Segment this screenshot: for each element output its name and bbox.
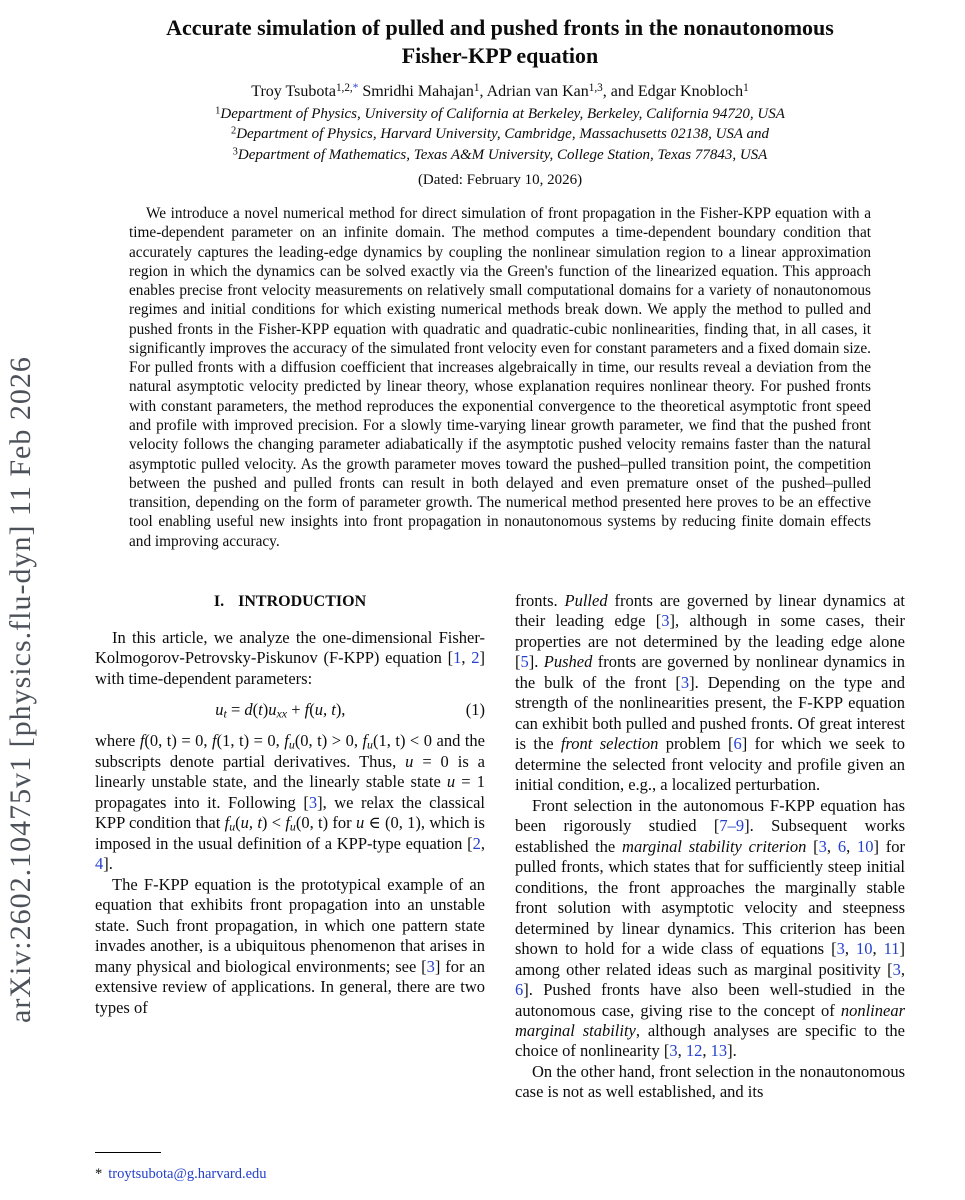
text-segment: , Adrian van Kan [479, 82, 589, 100]
footnote-area [95, 1152, 515, 1183]
text-segment: f [285, 813, 290, 833]
text-segment: ] [317, 792, 323, 812]
citation-link[interactable]: 12 [685, 1041, 703, 1061]
text-segment: ] [899, 939, 905, 959]
footnote-marker: * [95, 1166, 103, 1182]
date-line: (Dated: February 10, 2026) [417, 172, 583, 189]
citation-link[interactable]: 2 [472, 833, 481, 853]
text-segment: , [846, 836, 857, 856]
text-segment: 1,3 [588, 81, 603, 94]
right-column [515, 591, 905, 1103]
citation-link[interactable]: 7–9 [719, 816, 745, 836]
text-segment: ] [523, 980, 529, 1000]
text-segment: ) [262, 700, 269, 720]
paragraph [95, 731, 485, 874]
text-segment: , [702, 1041, 711, 1061]
text-segment: u [367, 737, 373, 752]
text-segment: Pushed [543, 652, 593, 672]
text-segment: u [288, 737, 295, 752]
text-segment: [ [713, 816, 720, 836]
text-segment: Department of Physics, University of California at Berkeley, Berkeley, California 94720, USA [220, 105, 785, 122]
text-segment: [ [467, 833, 473, 853]
text-segment: . [732, 1041, 737, 1061]
text-segment: , [826, 836, 838, 856]
text-segment: ] [103, 854, 109, 874]
citation-link[interactable]: 3 [892, 959, 901, 979]
text-segment: u [215, 700, 224, 720]
text-segment: [ [421, 956, 427, 976]
footnote-rule [95, 1152, 161, 1153]
text-segment: , [480, 833, 485, 853]
text-segment: . Subsequent works established the [515, 816, 906, 856]
text-segment: . Pushed fronts have also been well-studied in the autonomous case, giving rise to the concept of [515, 980, 905, 1020]
text-segment: . Depending on the type and strength of the nonlinearities present, the F-KPP equation can exhibit both pulled and pushed fronts. Of great interest is the [515, 672, 905, 754]
text-segment: (0, t) = 0, [144, 731, 213, 751]
affiliations [95, 104, 905, 165]
citation-link[interactable]: 3 [661, 611, 670, 631]
text-segment: ] [434, 956, 441, 976]
text-segment: [ [675, 672, 681, 692]
affiliation-2 [95, 124, 905, 144]
text-segment: nonlinear marginal stability [515, 1000, 905, 1040]
author-line [95, 83, 905, 101]
citation-link[interactable]: 6 [837, 836, 847, 856]
citation-link[interactable]: 6 [733, 734, 742, 754]
text-segment: [ [655, 611, 662, 631]
text-segment: . [534, 652, 544, 672]
text-segment: [ [887, 959, 893, 979]
affiliation-3 [95, 145, 905, 165]
text-segment: ] [741, 734, 748, 754]
citation-link[interactable]: 2 [471, 648, 480, 668]
text-segment: t [223, 706, 227, 721]
text-segment: Front selection in the autonomous F-KPP equation has been rigorously studied [515, 795, 905, 836]
text-segment: ), [335, 700, 346, 720]
equation-number: (1) [465, 700, 485, 720]
text-segment: xx [276, 706, 288, 721]
text-segment: 1 [473, 81, 480, 94]
text-segment: u [405, 751, 414, 771]
citation-link[interactable]: 5 [520, 652, 529, 672]
citation-link[interactable]: 3 [426, 956, 435, 976]
text-segment: , [844, 939, 856, 959]
text-segment: t [258, 700, 263, 720]
text-segment: , and Edgar Knobloch [602, 82, 744, 100]
text-segment: u [268, 700, 277, 720]
text-segment: among other related ideas such as marginal positivity [515, 959, 888, 979]
text-segment: marginal stability criterion [622, 836, 807, 856]
citation-link[interactable]: * [352, 81, 359, 94]
text-segment: f [212, 731, 217, 751]
text-segment: , although analyses are specific to the choice of nonlinearity [515, 1021, 906, 1061]
section-title: INTRODUCTION [238, 592, 367, 610]
email-link[interactable]: troytsubota@g.harvard.edu [108, 1166, 267, 1182]
text-segment: (0, t) for [295, 813, 356, 833]
paragraph [95, 628, 485, 689]
text-segment: where [95, 731, 140, 751]
text-segment: = 1 propagates into it. Following [95, 772, 485, 812]
text-segment: for which we seek to determine the selected front velocity and profile given an initial condition, e.g., a localized perturbation. [515, 734, 905, 795]
text-segment: Troy Tsubota [251, 82, 336, 100]
section-heading-introduction [95, 593, 485, 611]
text-segment: , [872, 939, 884, 959]
text-segment: , we relax the classical KPP condition that [95, 792, 486, 833]
text-segment: (1, t) = 0, [216, 731, 285, 751]
citation-link[interactable]: 13 [710, 1041, 728, 1061]
text-segment: (1, t) < 0 and the subscripts denote partial derivatives. Thus, [95, 731, 485, 771]
text-segment: ] [528, 652, 535, 672]
text-segment: Pulled [564, 590, 608, 610]
two-column-body [95, 591, 905, 1103]
equation-1 [95, 700, 485, 720]
text-segment: The F-KPP equation is the prototypical example of an equation that exhibits front propagation into an unstable state. Such front propagation, in which one pattern state invades another, is a ubiquitous phenomenon that arises in many physical and biological environments; see [95, 874, 485, 976]
paper-title-line1: Accurate simulation of pulled and pushed fronts in the nonautonomous [166, 15, 834, 40]
text-segment: u [289, 819, 296, 834]
text-segment: [ [813, 836, 819, 856]
text-segment: Department of Physics, Harvard University, Cambridge, Massachusetts 02138, USA and [236, 126, 770, 143]
text-segment: , although in some cases, their properties are not determined by the leading edge alone [515, 611, 905, 651]
paragraph [515, 1062, 905, 1103]
text-segment: [ [831, 939, 837, 959]
text-segment: ( [252, 700, 259, 720]
text-segment: f [304, 700, 310, 720]
text-segment: front selection [560, 734, 659, 754]
text-segment: d [244, 700, 253, 720]
text-segment: u, t [240, 813, 262, 833]
text-segment: u [229, 819, 236, 834]
text-segment: u, t [314, 700, 336, 720]
citation-link[interactable]: 10 [855, 939, 873, 959]
left-column [95, 591, 485, 1103]
text-segment: u [355, 813, 365, 833]
text-segment: f [224, 813, 230, 833]
text-segment: 1,2, [335, 81, 353, 94]
paper-title-line2: Fisher-KPP equation [401, 42, 599, 68]
citation-link[interactable]: 3 [669, 1041, 678, 1061]
citation-link[interactable]: 3 [308, 792, 318, 812]
citation-link[interactable]: 4 [95, 854, 104, 874]
text-segment: = 0 is a linearly unstable state, and the linearly stable state [95, 751, 486, 792]
text-segment: ] [873, 836, 879, 856]
paper-title [101, 14, 899, 70]
citation-link[interactable]: 11 [883, 939, 900, 959]
text-segment: 3 [232, 145, 238, 157]
text-segment: ] [744, 816, 750, 836]
text-segment: f [362, 731, 368, 751]
text-segment: for an extensive review of applications. In general, there are two types of [95, 956, 485, 1017]
text-segment: [ [728, 734, 734, 754]
text-segment: ] [669, 611, 675, 631]
equation-body [95, 700, 466, 720]
text-segment: 1 [215, 105, 221, 117]
text-segment: [ [303, 792, 309, 812]
text-segment: (0, t) > 0, [294, 731, 363, 751]
text-segment: On the other hand, front selection in the nonautonomous case is not as well established, and its [515, 1061, 905, 1102]
citation-link[interactable]: 3 [836, 939, 845, 959]
text-segment: 1 [743, 81, 749, 94]
text-segment: ( [309, 700, 315, 720]
text-segment: problem [658, 734, 729, 754]
paper-content [95, 0, 905, 1103]
paragraph [515, 796, 905, 1062]
text-segment: ) < [261, 813, 286, 833]
footnote-email-line [95, 1166, 515, 1183]
text-segment: fronts are governed by nonlinear dynamics in the bulk of the front [515, 652, 905, 692]
text-segment: f [139, 731, 145, 751]
arxiv-watermark: arXiv:2602.10475v1 [physics.flu-dyn] 11 Feb 2026 [4, 356, 37, 1023]
abstract: We introduce a novel numerical method for direct simulation of front propagation in the Fisher-KPP equation with a time-dependent parameter on an infinite domain. The method computes a time-dependent boundary condition that accurately captures the leading-edge dynamics by coupling the nonlinear simulation region to a linear approximation region in which the dynamics can be solved exactly via the Green's function of the linearized equation. This approach enables precise front velocity measurements on relatively small computational domains for a variety of nonautonomous regimes and initial conditions for which existing numerical methods break down. We apply the method to pulled and pushed fronts in the Fisher-KPP equation with quadratic and quadratic-cubic nonlinearities, finding that, in all cases, it significantly improves the accuracy of the simulated front velocity even for constant parameters and a fixed domain size. For pulled fronts with a diffusion coefficient that increases algebraically in time, our results reveal a deviation from the natural asymptotic velocity predicted by linear theory, whose explanation requires nonlinear theory. For pushed fronts with constant parameters, the method reproduces the exponential convergence to the theoretical asymptotic front speed and profile with improved precision. For a slowly time-varying linear growth parameter, we find that the pushed front velocity follows the changing parameter adiabatically if the asymptotic pushed velocity remains faster than the natural asymptotic pulled velocity. As the growth parameter moves toward the pushed–pulled transition point, the competition between the pushed and pulled fronts can result in both delayed and even premature onset of the pushed–pulled transition, depending on the form of parameter growth. The numerical method presented here proves to be an effective tool enabling useful new insights into front propagation in nonautonomous systems by reducing finite domain effects and improving accuracy. [129, 205, 871, 550]
text-segment: fronts. [515, 590, 565, 610]
text-segment: ] [727, 1041, 733, 1061]
affiliation-1 [95, 104, 905, 124]
text-segment: , [900, 959, 905, 979]
citation-link[interactable]: 3 [818, 836, 827, 856]
text-segment: = [226, 700, 245, 720]
text-segment: [ [447, 648, 454, 668]
text-segment: [ [515, 652, 521, 672]
text-segment: Department of Mathematics, Texas A&M University, College Station, Texas 77843, USA [237, 146, 768, 163]
text-segment: for pulled fronts, which states that for sufficiently steep initial conditions, the front approaches the marginally stable front solution with asymptotic velocity and steepness determined by linear dynamics. This criterion has been shown to hold for a wide class of equations [515, 836, 905, 959]
text-segment: u [446, 772, 456, 792]
paragraph [95, 875, 485, 1018]
citation-link[interactable]: 6 [515, 980, 524, 1000]
text-segment: + [287, 700, 305, 720]
text-segment: Smridhi Mahajan [358, 82, 474, 100]
citation-link[interactable]: 1 [453, 648, 462, 668]
citation-link[interactable]: 3 [680, 672, 690, 692]
text-segment: [ [663, 1041, 670, 1061]
text-segment: In this article, we analyze the one-dimensional Fisher-Kolmogorov-Petrovsky-Piskunov (F-KPP) equation [95, 627, 485, 668]
text-segment: , [461, 648, 472, 668]
text-segment: ( [235, 813, 241, 833]
text-segment: ] [479, 648, 485, 668]
citation-link[interactable]: 10 [856, 836, 874, 856]
section-number: I. [213, 592, 225, 610]
text-segment: f [284, 731, 289, 751]
text-segment: , [677, 1041, 686, 1061]
text-segment: fronts are governed by linear dynamics at their leading edge [515, 590, 906, 631]
text-segment: ] [689, 672, 695, 692]
text-segment: ∈ (0, 1), which is imposed in the usual definition of a KPP-type equation [95, 813, 485, 853]
paragraph [515, 591, 905, 796]
text-segment: 2 [230, 125, 237, 137]
text-segment: with time-dependent parameters: [95, 668, 313, 688]
text-segment: . [108, 854, 113, 874]
